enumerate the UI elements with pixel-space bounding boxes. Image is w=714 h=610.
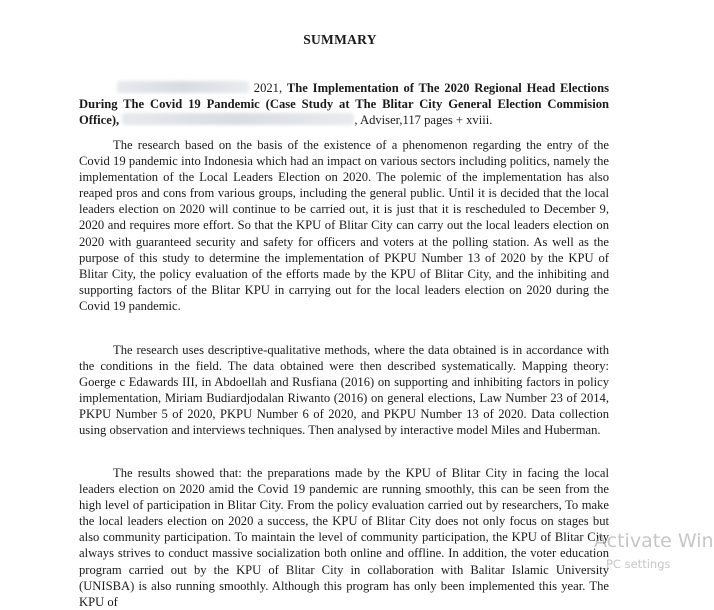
summary-paragraph-background <box>79 137 609 314</box>
paragraph-text: The research uses descriptive-qualitative methods, where the data obtained is in accordance with the conditions in the field. The data obtained were then described systematically. Mapping theory: Goerge c Edawards III, in Abdoellah and Rusfiana (2016) on supporting and inhibiting factors in policy implementation, Miriam Budiardjodalan Riwanto (2016) on general elections, Law Number 23 of 2014, PKPU Number 5 of 2020, PKPU Number 6 of 2020, and PKPU Number 13 of 2020. Data collection using observation and interviews techniques. Then analysed by interactive model Miles and Huberman. <box>79 343 609 438</box>
citation-year: 2021, <box>253 81 283 95</box>
citation-advisers-suffix: , Adviser,117 pages + xviii. <box>354 113 493 127</box>
activate-windows-subtitle: PC settings <box>606 557 671 571</box>
activate-windows-watermark: Activate Win <box>594 530 714 552</box>
paragraph-text: The results showed that: the preparations made by the KPU of Blitar City in facing the local leaders election on 2020 amid the Covid 19 pandemic are running smoothly, this can be seen from the high level of participation in Blitar City. From the policy evaluation carried out by researchers, To make the local leaders election on 2020 a success, the KPU of Blitar City does not only focus on stages but also community participation. To maintain the level of community participation, the KPU of Blitar City always strives to conduct massive socialization both online and offline. In addition, the voter education program carried out by the KPU of Blitar City in collaboration with Balitar Islamic University (UNISBA) is also running smoothly. Although this program has only been implemented this year. The KPU of <box>79 466 609 609</box>
redacted-advisers <box>122 113 354 125</box>
citation <box>79 80 609 128</box>
summary-paragraph-results <box>79 465 609 610</box>
redacted-author <box>117 81 249 93</box>
paragraph-text: The research based on the basis of the existence of a phenomenon regarding the entry of the Covid 19 pandemic into Indonesia which had an impact on various sectors including politics, namely the implementation of the Local Leaders Election on 2020. The polemic of the implementation has also reaped pros and cons from various groups, including the general public. Until it is decided that the local leaders election on 2020 will continue to be carried out, it is just that it is rescheduled to December 9, 2020 and requires more effort. So that the KPU of Blitar City can carry out the local leaders election on 2020 with guaranteed security and safety for officers and voters at the polling station. As well as the purpose of this study to determine the implementation of PKPU Number 13 of 2020 by the KPU of Blitar City, the policy evaluation of the efforts made by the KPU of Blitar City, and the inhibiting and supporting factors of the Blitar KPU in carrying out for the local leaders election on 2020 during the Covid 19 pandemic. <box>79 138 609 313</box>
summary-paragraph-methods <box>79 342 609 439</box>
citation-thesis-title: The Implementation of The 2020 Regional Head Elections During The Covid 19 Pandemic (Case Study at The Blitar City General Election Commision Office), <box>79 81 609 127</box>
page-title: SUMMARY <box>303 32 377 47</box>
